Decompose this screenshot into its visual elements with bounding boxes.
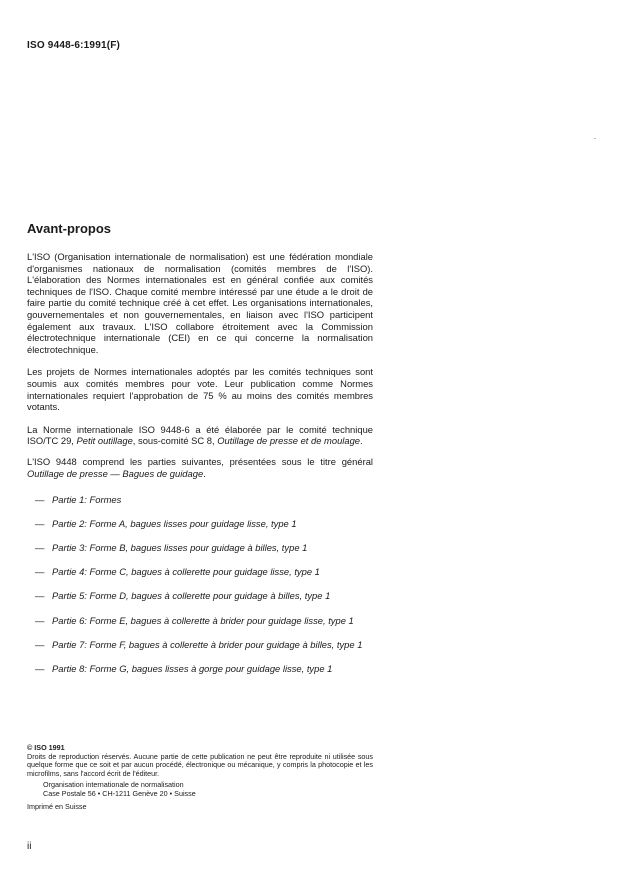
list-item — [27, 518, 373, 530]
copyright-footer — [27, 744, 373, 811]
list-item-text: Partie 7: Forme F, bagues à collerette à brider pour guidage à billes, type 1 — [52, 638, 363, 650]
list-item — [27, 590, 373, 602]
paragraph-4-text: L'ISO 9448 comprend les parties suivantes, présentées sous le titre général — [27, 455, 373, 467]
list-item-text: Partie 5: Forme D, bagues à collerette pour guidage à billes, type 1 — [52, 590, 331, 602]
list-dash: — — [35, 590, 45, 602]
paragraph-3-end: . — [360, 435, 363, 447]
list-item — [27, 663, 373, 675]
paragraph-4-italic: Outillage de presse — Bagues de guidage — [27, 467, 204, 479]
list-item-text: Partie 8: Forme G, bagues lisses à gorge pour guidage lisse, type 1 — [52, 662, 333, 674]
paragraph-1: L'ISO (Organisation internationale de normalisation) est une fédération mondiale d'organismes nationaux de normalisation (comités membres de l'ISO). L'élaboration des Normes internationales est en général confiée aux comités techniques de l'ISO. Chaque comité membre intéressé par une étude a le droit de faire partie du comité technique créé à cet effet. Les organisations internationales, gouvernementales et non gouvernementales, en liaison avec l'ISO participent également aux travaux. L'ISO collabore étroitement avec la Commission électrotechnique internationale (CEI) en ce qui concerne la normalisation électrotechnique. — [27, 251, 373, 355]
list-item — [27, 615, 373, 627]
paragraph-3-mid: , sous-comité SC 8, — [132, 435, 218, 447]
paragraph-3 — [27, 424, 373, 447]
list-item-text: Partie 6: Forme E, bagues à collerette à brider pour guidage lisse, type 1 — [52, 614, 354, 626]
list-dash: — — [35, 614, 45, 626]
organization-address: Case Postale 56 • CH-1211 Genève 20 • Suisse — [43, 788, 196, 798]
parts-list — [27, 494, 373, 674]
list-dash: — — [35, 638, 45, 650]
list-dash: — — [35, 518, 45, 530]
list-dash: — — [35, 494, 45, 506]
paragraph-2: Les projets de Normes internationales adoptés par les comités techniques sont soumis aux comités membres pour vote. Leur publication comme Normes internationales requiert l'approbation de 75 % au moins des comités membres votants. — [27, 366, 373, 413]
paragraph-3-italic-1: Petit outillage — [76, 435, 133, 447]
organization-name: Organisation internationale de normalisation — [43, 780, 184, 790]
rights-statement: Droits de reproduction réservés. Aucune partie de cette publication ne peut être reproduite ni utilisée sous quelque forme que ce soit et par aucun procédé, électronique ou mécanique, y compris la photocopie et les microfilms, sans l'accord écrit de l'éditeur. — [27, 751, 373, 778]
list-item-text: Partie 1: Formes — [52, 494, 122, 506]
list-item-text: Partie 4: Forme C, bagues à collerette pour guidage lisse, type 1 — [52, 566, 320, 578]
list-item-text: Partie 2: Forme A, bagues lisses pour guidage lisse, type 1 — [52, 518, 297, 530]
list-item — [27, 542, 373, 554]
list-item-text: Partie 3: Forme B, bagues lisses pour guidage à billes, type 1 — [52, 542, 308, 554]
paragraph-4 — [27, 456, 373, 479]
list-item — [27, 639, 373, 651]
section-title: Avant-propos — [27, 221, 112, 236]
list-dash: — — [35, 566, 45, 578]
document-id-header: ISO 9448-6:1991(F) — [27, 40, 121, 51]
copyright-notice: © ISO 1991 — [27, 743, 65, 752]
page-number: ii — [27, 841, 32, 852]
printed-in: Imprimé en Suisse — [27, 801, 87, 811]
foreword-body — [27, 251, 373, 687]
paragraph-4-end: . — [203, 467, 206, 479]
list-dash: — — [35, 542, 45, 554]
paragraph-3-italic-2: Outillage de presse et de moulage — [217, 435, 361, 447]
paragraph-3-text: La Norme internationale ISO 9448-6 a été élaborée par le comité technique ISO/TC 29, — [27, 423, 373, 447]
scan-speck — [594, 138, 596, 139]
list-item — [27, 494, 373, 506]
list-item — [27, 566, 373, 578]
list-dash: — — [35, 662, 45, 674]
